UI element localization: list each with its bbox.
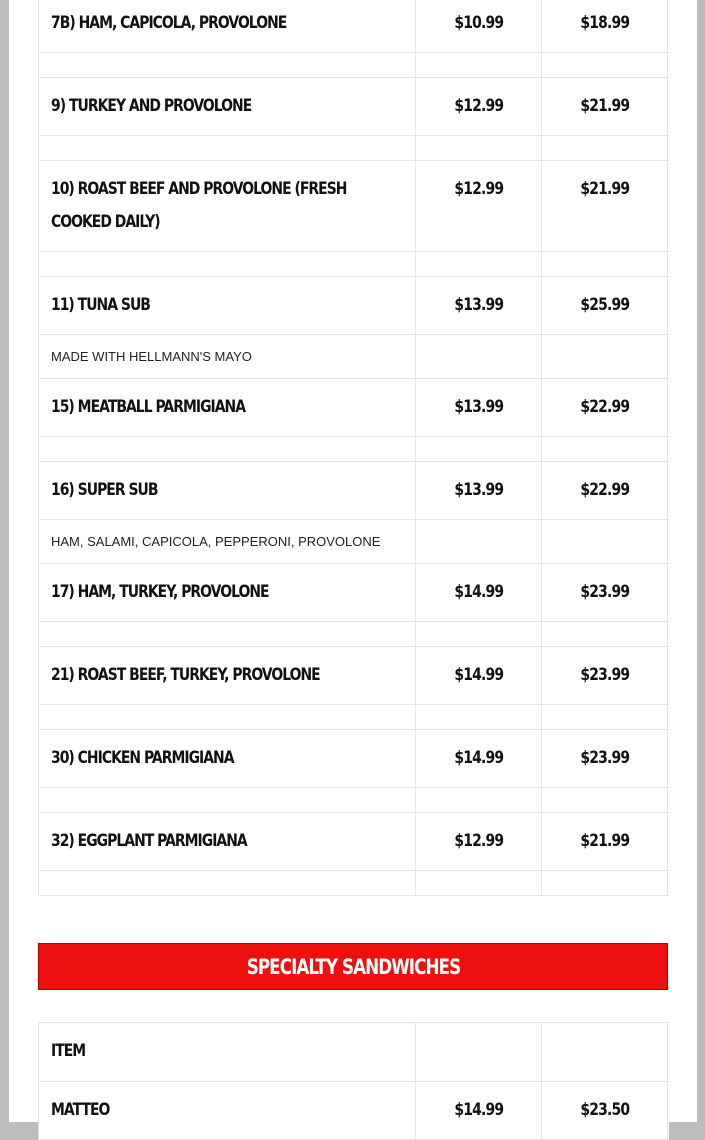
small-price: $10.99 [454, 13, 503, 33]
empty-cell [542, 437, 668, 461]
empty-cell [542, 252, 668, 276]
item-name-cell [39, 647, 416, 704]
item-name: 15) MEATBALL PARMIGIANA [51, 397, 246, 417]
table-row [39, 1082, 669, 1140]
empty-cell [416, 788, 542, 812]
table-row [39, 462, 669, 520]
empty-cell [542, 622, 668, 646]
empty-cell [416, 622, 542, 646]
sandwich-price-table [38, 0, 669, 896]
spacer-row [39, 788, 669, 813]
spacer-row [39, 622, 669, 647]
small-price-cell [416, 277, 542, 334]
empty-cell [416, 437, 542, 461]
table-row [39, 813, 669, 871]
item-name-cell [39, 813, 416, 870]
spacer-row [39, 53, 669, 78]
empty-cell [542, 136, 668, 160]
item-description: HAM, SALAMI, CAPICOLA, PEPPERONI, PROVOLONE [51, 534, 381, 549]
empty-cell [416, 705, 542, 729]
empty-cell [542, 520, 668, 563]
large-price-cell [542, 1082, 668, 1139]
spacer-row [39, 705, 669, 730]
description-cell [39, 252, 416, 276]
item-name-cell [39, 730, 416, 787]
table-row [39, 0, 669, 53]
item-name-cell [39, 379, 416, 436]
header-cell [542, 1023, 668, 1081]
large-price-cell [542, 462, 668, 519]
specialty-sandwiches-banner [38, 943, 668, 990]
spacer-row [39, 252, 669, 277]
large-price-cell [542, 730, 668, 787]
large-price-cell [542, 277, 668, 334]
small-price: $12.99 [454, 179, 503, 199]
description-cell [39, 705, 416, 729]
item-name-cell [39, 277, 416, 334]
item-name-cell [39, 1082, 416, 1139]
description-row [39, 520, 669, 564]
large-price: $23.99 [580, 665, 629, 685]
small-price-cell [416, 0, 542, 52]
large-price: $21.99 [580, 179, 629, 199]
item-name: MATTEO [51, 1100, 110, 1120]
large-price: $21.99 [580, 831, 629, 851]
small-price-cell [416, 379, 542, 436]
description-cell [39, 437, 416, 461]
header-cell [39, 1023, 416, 1081]
item-name-cell [39, 161, 416, 251]
small-price-cell [416, 730, 542, 787]
spacer-row [39, 437, 669, 462]
item-description: MADE WITH HELLMANN'S MAYO [51, 349, 252, 364]
table-header-row [39, 1023, 669, 1082]
small-price: $14.99 [454, 665, 503, 685]
small-price-cell [416, 1082, 542, 1139]
small-price: $12.99 [454, 831, 503, 851]
description-cell [39, 788, 416, 812]
table-row [39, 730, 669, 788]
description-cell [39, 335, 416, 378]
item-name-cell [39, 78, 416, 135]
large-price-cell [542, 161, 668, 251]
empty-cell [542, 53, 668, 77]
empty-cell [416, 335, 542, 378]
specialty-sandwiches-heading: SPECIALTY SANDWICHES [246, 954, 460, 979]
item-name: 7B) HAM, CAPICOLA, PROVOLONE [51, 13, 287, 33]
small-price-cell [416, 78, 542, 135]
empty-cell [542, 788, 668, 812]
large-price: $23.50 [580, 1100, 629, 1120]
empty-cell [416, 871, 542, 895]
item-name: 21) ROAST BEEF, TURKEY, PROVOLONE [51, 665, 320, 685]
small-price: $13.99 [454, 397, 503, 417]
small-price: $14.99 [454, 748, 503, 768]
large-price-cell [542, 647, 668, 704]
small-price: $13.99 [454, 480, 503, 500]
item-name-cell [39, 564, 416, 621]
item-name: 30) CHICKEN PARMIGIANA [51, 748, 234, 768]
table-row [39, 78, 669, 136]
description-cell [39, 622, 416, 646]
large-price-cell [542, 564, 668, 621]
small-price: $14.99 [454, 582, 503, 602]
large-price: $23.99 [580, 582, 629, 602]
description-cell [39, 871, 416, 895]
item-name: 17) HAM, TURKEY, PROVOLONE [51, 582, 269, 602]
small-price-cell [416, 161, 542, 251]
large-price-cell [542, 813, 668, 870]
small-price-cell [416, 564, 542, 621]
empty-cell [416, 53, 542, 77]
large-price-cell [542, 379, 668, 436]
table-row [39, 379, 669, 437]
small-price: $13.99 [454, 295, 503, 315]
spacer-row [39, 871, 669, 896]
item-name: 32) EGGPLANT PARMIGIANA [51, 831, 247, 851]
item-name: 10) ROAST BEEF AND PROVOLONE (FRESH COOKED DAILY) [51, 179, 347, 232]
small-price-cell [416, 647, 542, 704]
large-price: $21.99 [580, 96, 629, 116]
spacer-row [39, 136, 669, 161]
small-price: $14.99 [454, 1100, 503, 1120]
small-price-cell [416, 813, 542, 870]
empty-cell [542, 335, 668, 378]
item-name-cell [39, 462, 416, 519]
table-row [39, 161, 669, 252]
empty-cell [416, 136, 542, 160]
item-name: 9) TURKEY AND PROVOLONE [51, 96, 252, 116]
empty-cell [416, 252, 542, 276]
small-price-cell [416, 462, 542, 519]
table-row [39, 647, 669, 705]
description-row [39, 335, 669, 379]
large-price: $25.99 [580, 295, 629, 315]
description-cell [39, 53, 416, 77]
large-price: $18.99 [580, 13, 629, 33]
description-cell [39, 136, 416, 160]
empty-cell [416, 520, 542, 563]
item-name: 16) SUPER SUB [51, 480, 158, 500]
item-column-header: ITEM [51, 1041, 86, 1061]
large-price-cell [542, 78, 668, 135]
item-name-cell [39, 0, 416, 52]
empty-cell [542, 871, 668, 895]
table-row [39, 277, 669, 335]
large-price: $23.99 [580, 748, 629, 768]
large-price: $22.99 [580, 397, 629, 417]
description-cell [39, 520, 416, 563]
large-price: $22.99 [580, 480, 629, 500]
header-cell [416, 1023, 542, 1081]
table-row [39, 564, 669, 622]
large-price-cell [542, 0, 668, 52]
small-price: $12.99 [454, 96, 503, 116]
item-name: 11) TUNA SUB [51, 295, 150, 315]
empty-cell [542, 705, 668, 729]
specialty-price-table [38, 1022, 669, 1140]
